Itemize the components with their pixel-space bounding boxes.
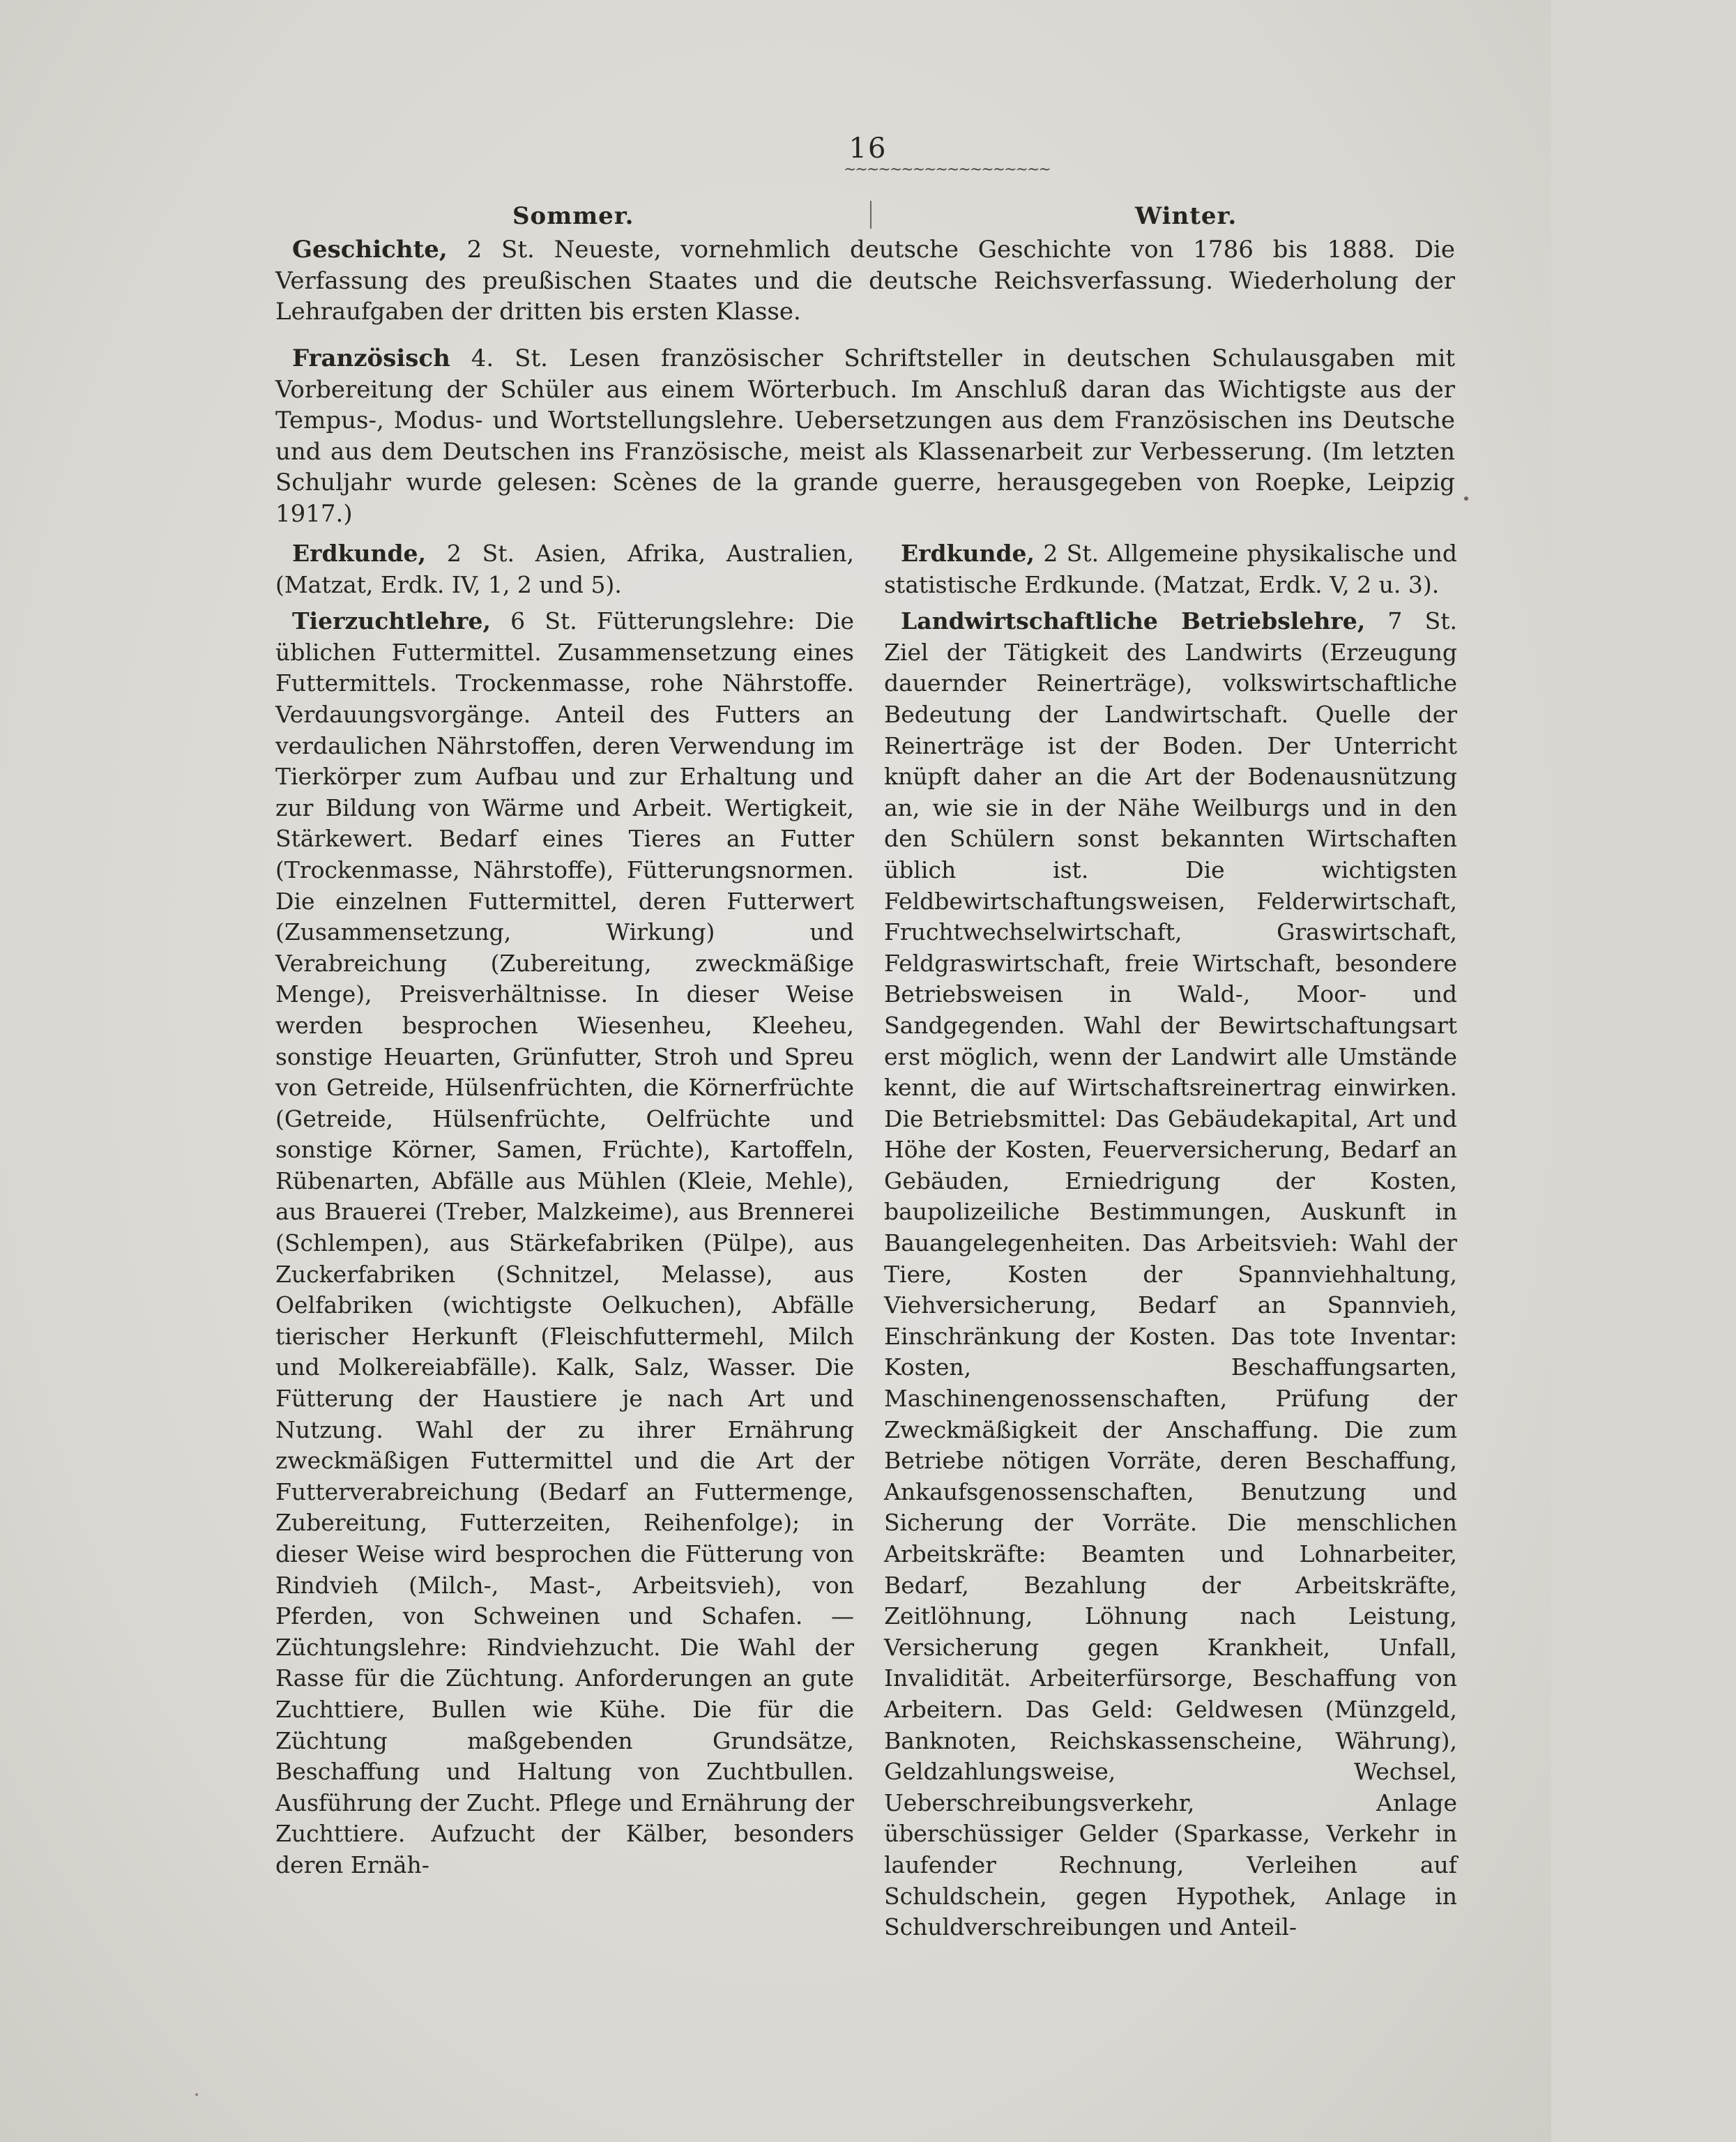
column-heading-sommer: Sommer. — [512, 202, 634, 230]
page-number: 16 — [848, 132, 888, 165]
erdkunde-winter-section — [884, 538, 1457, 600]
geschichte-section — [275, 234, 1455, 328]
betriebslehre-section — [884, 606, 1457, 1943]
winter-column — [884, 538, 1457, 1949]
geschichte-text: 2 St. Neueste, vornehmlich deutsche Geschichte von 1786 bis 1888. Die Verfassung des preußischen Staates und die deutsche Reichsverfassung. Wiederholung der Lehraufgaben der dritten bis ersten Klasse. — [275, 236, 1455, 326]
ornament-rule: ~~~~~~~~~~~~~~~~~~ — [844, 161, 1050, 178]
print-speck — [1464, 496, 1468, 501]
erdkunde-sommer-text: 2 St. Asien, Afrika, Australien, (Matzat, Erdk. IV, 1, 2 und 5). — [275, 540, 854, 598]
column-heading-winter: Winter. — [1135, 202, 1238, 230]
tierzuchtlehre-text: 6 St. Fütterungslehre: Die üblichen Futtermittel. Zusammensetzung eines Futtermittels. Trockenmasse, rohe Nährstoffe. Verdauungsvorgänge. Anteil des Futters an verdaulichen Nährstoffen, deren Verwendung im Tierkörper zum Aufbau und zur Erhaltung und zur Bildung von Wärme und Arbeit. Wertigkeit, Stärkewert. Bedarf eines Tieres an Futter (Trockenmasse, Nährstoffe), Fütterungsnormen. Die einzelnen Futtermittel, deren Futterwert (Zusammensetzung, Wirkung) und Verabreichung (Zubereitung, zweckmäßige Menge), Preisverhältnisse. In dieser Weise werden besprochen Wiesenheu, Kleeheu, sonstige Heuarten, Grünfutter, Stroh und Spreu von Getreide, Hülsenfrüchten, die Körnerfrüchte (Getreide, Hülsenfrüchte, Oelfrüchte und sonstige Körner, Samen, Früchte), Kartoffeln, Rübenarten, Abfälle aus Mühlen (Kleie, Mehle), aus Brauerei (Treber, Malzkeime), aus Brennerei (Schlempen), aus Stärkefabriken (Pülpe), aus Zuckerfabriken (Schnitzel, Melasse), aus Oelfabriken (wichtigste Oelkuchen), Abfälle tierischer Herkunft (Fleischfuttermehl, Milch und Molkereiabfälle). Kalk, Salz, Wasser. Die Fütterung der Haustiere je nach Art und Nutzung. Wahl der zu ihrer Ernährung zweckmäßigen Futtermittel und die Art der Futterverabreichung (Bedarf an Futtermenge, Zubereitung, Futterzeiten, Reihenfolge); in dieser Weise wird besprochen die Fütterung von Rindvieh (Milch-, Mast-, Arbeitsvieh), von Pferden, von Schweinen und Schafen. — Züchtungslehre: Rindviehzucht. Die Wahl der Rasse für die Züchtung. Anforderungen an gute Zuchttiere, Bullen wie Kühe. Die für die Züchtung maßgebenden Grundsätze, Beschaffung und Haltung von Zuchtbullen. Ausführung der Zucht. Pflege und Ernährung der Zuchttiere. Aufzucht der Kälber, besonders deren Ernäh- — [275, 607, 854, 1878]
erdkunde-sommer-section — [275, 538, 854, 600]
geschichte-heading: Geschichte, — [292, 236, 448, 264]
betriebslehre-text: 7 St. Ziel der Tätigkeit des Landwirts (Erzeugung dauernder Reinerträge), volkswirtschaftliche Bedeutung der Landwirtschaft. Quelle der Reinerträge ist der Boden. Der Unterricht knüpft daher an die Art der Bodenausnützung an, wie sie in der Nähe Weilburgs und in den den Schülern sonst bekannten Wirtschaften üblich ist. Die wichtigsten Feldbewirtschaftungsweisen, Felderwirtschaft, Fruchtwechselwirtschaft, Graswirtschaft, Feldgraswirtschaft, freie Wirtschaft, besondere Betriebsweisen in Wald-, Moor- und Sandgegenden. Wahl der Bewirtschaftungsart erst möglich, wenn der Landwirt alle Umstände kennt, die auf Wirtschaftsreinertrag einwirken. Die Betriebsmittel: Das Gebäudekapital, Art und Höhe der Kosten, Feuerversicherung, Bedarf an Gebäuden, Erniedrigung der Kosten, baupolizeiliche Bestimmungen, Auskunft in Bauangelegenheiten. Das Arbeitsvieh: Wahl der Tiere, Kosten der Spannviehhaltung, Viehversicherung, Bedarf an Spannvieh, Einschränkung der Kosten. Das tote Inventar: Kosten, Beschaffungsarten, Maschinengenossenschaften, Prüfung der Zweckmäßigkeit der Anschaffung. Die zum Betriebe nötigen Vorräte, deren Beschaffung, Ankaufsgenossenschaften, Benutzung und Sicherung der Vorräte. Die menschlichen Arbeitskräfte: Beamten und Lohnarbeiter, Bedarf, Bezahlung der Arbeitskräfte, Zeitlöhnung, Löhnung nach Leistung, Versicherung gegen Krankheit, Unfall, Invalidität. Arbeiterfürsorge, Beschaffung von Arbeitern. Das Geld: Geldwesen (Münzgeld, Banknoten, Reichskassenscheine, Währung), Geldzahlungsweise, Wechsel, Ueberschreibungsverkehr, Anlage überschüssiger Gelder (Sparkasse, Verkehr in laufender Rechnung, Verleihen auf Schuldschein, gegen Hypothek, Anlage in Schuldverschreibungen und Anteil- — [884, 607, 1457, 1941]
tierzuchtlehre-section — [275, 606, 854, 1881]
column-divider — [870, 201, 871, 229]
franzoesisch-heading: Französisch — [292, 344, 450, 372]
sommer-column — [275, 538, 854, 1887]
print-speck — [195, 2093, 198, 2096]
erdkunde-winter-heading: Erdkunde, — [901, 540, 1035, 567]
erdkunde-sommer-heading: Erdkunde, — [292, 540, 427, 567]
erdkunde-winter-text: 2 St. Allgemeine physikalische und statistische Erdkunde. (Matzat, Erdk. V, 2 u. 3). — [884, 540, 1457, 598]
franzoesisch-text: 4. St. Lesen französischer Schriftsteller in deutschen Schulausgaben mit Vorbereitung der Schüler aus einem Wörterbuch. Im Anschluß daran das Wichtigste aus der Tempus-, Modus- und Wortstellungslehre. Uebersetzungen aus dem Französischen ins Deutsche und aus dem Deutschen ins Französische, meist als Klassenarbeit zur Verbesserung. (Im letzten Schuljahr wurde gelesen: Scènes de la grande guerre, herausgegeben von Roepke, Leipzig 1917.) — [275, 344, 1455, 528]
franzoesisch-section — [275, 343, 1455, 529]
betriebslehre-heading: Landwirtschaftliche Betriebslehre, — [901, 607, 1366, 635]
tierzuchtlehre-heading: Tierzuchtlehre, — [292, 607, 491, 635]
